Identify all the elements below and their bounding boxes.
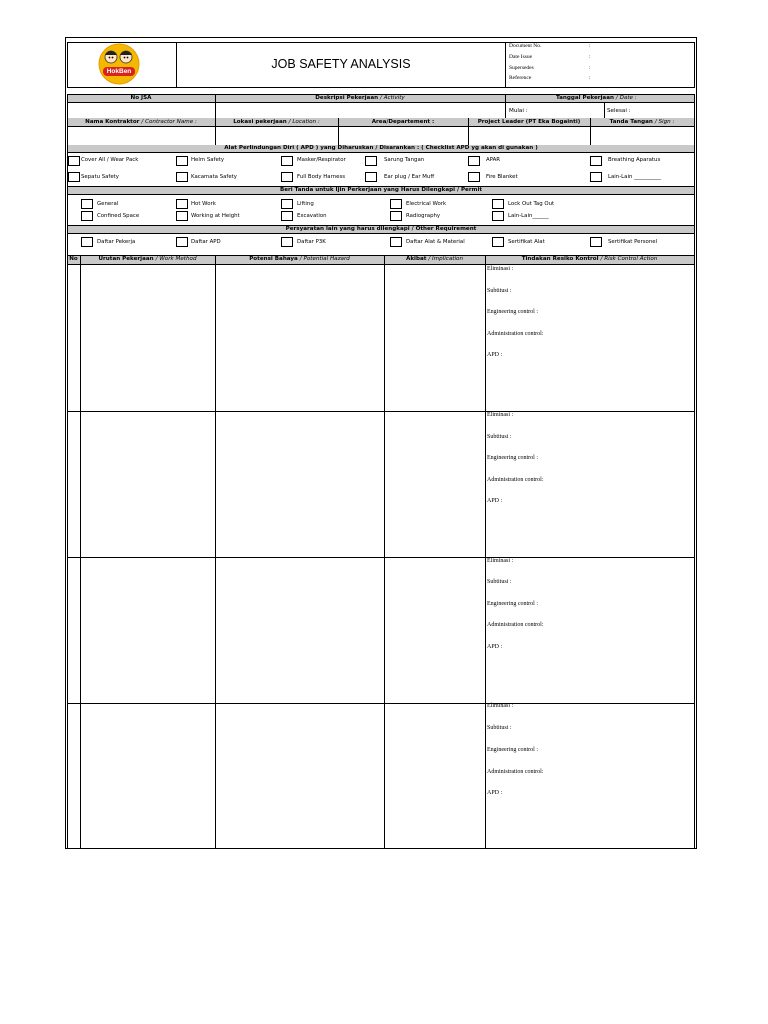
apd-label: Helm Safety	[191, 157, 225, 163]
doc-info-sep: :	[589, 43, 591, 49]
checkbox-sertifikat-alat[interactable]	[492, 237, 504, 247]
risk-control-eliminasi: Eliminasi :	[487, 266, 514, 272]
no-jsa-field[interactable]	[68, 104, 214, 117]
permit-label: Working at Height	[191, 213, 240, 219]
permit-label: Lain-Lain______	[508, 213, 549, 219]
other-label: Daftar P3K	[297, 239, 326, 245]
mulai-label: Mulai :	[509, 108, 528, 114]
tanda-tangan-label: Tanda Tangan / Sign :	[609, 119, 675, 125]
doc-info-sep: :	[589, 65, 591, 71]
checkbox-permit-lifting[interactable]	[281, 199, 293, 209]
apd-label: APAR	[486, 157, 501, 163]
doc-info-label-supersedes: Supersedes	[509, 65, 534, 71]
lokasi-label: Lokasi pekerjaan / Location :	[233, 119, 320, 125]
checkbox-permit-loto[interactable]	[492, 199, 504, 209]
risk-control-administration: Administration control:	[487, 769, 544, 775]
checkbox-apd-sepatu[interactable]	[68, 172, 80, 182]
selesai-label: Selesai :	[607, 108, 631, 114]
area-label: Area/Departement :	[371, 119, 435, 125]
permit-label: Hot Work	[191, 201, 216, 207]
risk-control-administration: Administration control:	[487, 622, 544, 628]
other-requirement-header: Persyaratan lain yang harus dilengkapi / Other Requirement	[285, 226, 477, 232]
no-jsa-label: No JSA	[130, 95, 152, 101]
checkbox-apd-cover-all[interactable]	[68, 156, 80, 166]
document-title: JOB SAFETY ANALYSIS	[271, 57, 411, 71]
checkbox-apd-helm[interactable]	[176, 156, 188, 166]
checkbox-sertifikat-personel[interactable]	[590, 237, 602, 247]
kontraktor-label: Nama Kontraktor / Contractor Name :	[85, 119, 197, 125]
risk-control-subtitusi: Subtitusi :	[487, 434, 512, 440]
checkbox-daftar-alat-material[interactable]	[390, 237, 402, 247]
risk-control-engineering: Engineering control :	[487, 601, 538, 607]
apd-label: Sarung Tangan	[384, 157, 425, 163]
checkbox-permit-hot-work[interactable]	[176, 199, 188, 209]
company-logo	[95, 43, 143, 85]
checkbox-permit-working-at-height[interactable]	[176, 211, 188, 221]
risk-control-subtitusi: Subtitusi :	[487, 725, 512, 731]
checkbox-daftar-pekerja[interactable]	[81, 237, 93, 247]
risk-control-administration: Administration control:	[487, 331, 544, 337]
risk-control-eliminasi: Eliminasi :	[487, 703, 514, 709]
permit-label: General	[97, 201, 119, 207]
checkbox-permit-confined-space[interactable]	[81, 211, 93, 221]
apd-label: Breathing Aparatus	[608, 157, 661, 163]
other-label: Sertifikat Alat	[508, 239, 545, 245]
permit-label: Excavation	[297, 213, 327, 219]
checkbox-apd-ear-plug[interactable]	[365, 172, 377, 182]
permit-label: Confined Space	[97, 213, 140, 219]
risk-control-eliminasi: Eliminasi :	[487, 558, 514, 564]
other-label: Sertifikat Personel	[608, 239, 658, 245]
checkbox-apd-full-body-harness[interactable]	[281, 172, 293, 182]
doc-info-label-reference: Reference	[509, 75, 532, 81]
checkbox-apd-breathing[interactable]	[590, 156, 602, 166]
doc-info-sep: :	[589, 54, 591, 60]
checkbox-daftar-apd[interactable]	[176, 237, 188, 247]
other-label: Daftar APD	[191, 239, 221, 245]
apd-label: Cover All / Wear Pack	[81, 157, 139, 163]
logo-text: HokBen	[106, 68, 132, 75]
apd-label: Sepatu Safety	[81, 174, 119, 180]
checkbox-permit-radiography[interactable]	[390, 211, 402, 221]
permit-header: Beri Tanda untuk Ijin Perkerjaan yang Harus Dilengkapi / Permit	[279, 187, 483, 193]
other-label: Daftar Alat & Material	[406, 239, 465, 245]
risk-control-engineering: Engineering control :	[487, 309, 538, 315]
apd-label: Lain-Lain __________	[608, 174, 662, 180]
checkbox-permit-general[interactable]	[81, 199, 93, 209]
risk-control-eliminasi: Eliminasi :	[487, 412, 514, 418]
apd-label: Fire Blanket	[486, 174, 518, 180]
column-header-no: No	[69, 256, 78, 262]
checkbox-permit-excavation[interactable]	[281, 211, 293, 221]
tanggal-label: Tanggal Pekerjaan / Date :	[556, 95, 637, 101]
deskripsi-field[interactable]	[216, 104, 504, 117]
apd-label: Ear plug / Ear Muff	[384, 174, 435, 180]
apd-header: Alat Perlindungan Diri ( APD ) yang Diharuskan / Disarankan : ( Checklist APD yg akan di gunakan )	[224, 145, 538, 151]
column-header-work-method: Urutan Pekerjaan / Work Method	[98, 256, 197, 262]
column-header-implication: Akibat / Implication	[405, 256, 463, 262]
risk-control-engineering: Engineering control :	[487, 455, 538, 461]
permit-label: Electrical Work	[406, 201, 447, 207]
checkbox-apd-sarung-tangan[interactable]	[365, 156, 377, 166]
risk-control-apd: APD :	[487, 644, 503, 650]
checkbox-apd-fire-blanket[interactable]	[468, 172, 480, 182]
project-leader-label: Project Leader (PT Eka Bogainti)	[477, 119, 581, 125]
apd-label: Full Body Harness	[297, 174, 346, 180]
risk-control-administration: Administration control:	[487, 477, 544, 483]
checkbox-permit-electrical[interactable]	[390, 199, 402, 209]
risk-control-engineering: Engineering control :	[487, 747, 538, 753]
risk-control-subtitusi: Subtitusi :	[487, 288, 512, 294]
doc-info-label-document-no: Document No.	[509, 43, 542, 49]
deskripsi-label: Deskripsi Pekerjaan / Activity	[315, 95, 405, 101]
risk-control-apd: APD :	[487, 498, 503, 504]
permit-label: Lifting	[297, 201, 314, 207]
apd-label: Masker/Respirator	[297, 157, 346, 163]
risk-control-apd: APD :	[487, 352, 503, 358]
checkbox-apd-masker[interactable]	[281, 156, 293, 166]
doc-info-label-date-issue: Date Issue	[509, 54, 533, 60]
apd-label: Kacamata Safety	[191, 174, 237, 180]
checkbox-permit-lain-lain[interactable]	[492, 211, 504, 221]
doc-info-sep: :	[589, 75, 591, 81]
checkbox-apd-kacamata[interactable]	[176, 172, 188, 182]
permit-label: Radiography	[406, 213, 441, 219]
checkbox-apd-lain-lain[interactable]	[590, 172, 602, 182]
risk-control-apd: APD :	[487, 790, 503, 796]
checkbox-daftar-p3k[interactable]	[281, 237, 293, 247]
column-header-hazard: Potensi Bahaya / Potential Hazard	[249, 256, 350, 262]
column-header-risk-control: Tindakan Resiko Kontrol / Risk Control Action	[521, 256, 658, 262]
checkbox-apd-apar[interactable]	[468, 156, 480, 166]
permit-label: Lock Out Tag Out	[508, 201, 555, 207]
risk-control-subtitusi: Subtitusi :	[487, 579, 512, 585]
other-label: Daftar Pekerja	[97, 239, 136, 245]
